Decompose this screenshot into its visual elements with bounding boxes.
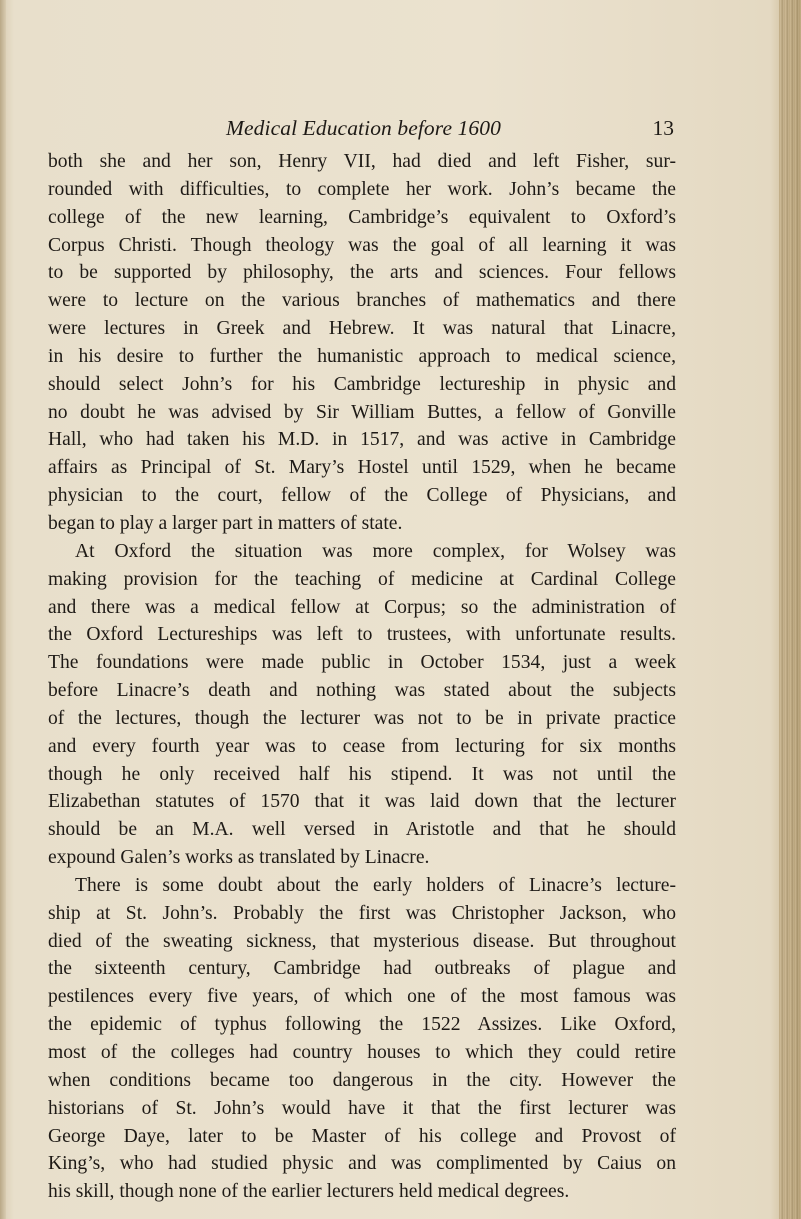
text-line: King’s, who had studied physic and was complimented by Caius on bbox=[48, 1153, 676, 1175]
paragraph-end-line: began to play a larger part in matters of state. bbox=[48, 512, 403, 534]
text-line: and every fourth year was to cease from lecturing for six months bbox=[48, 735, 676, 757]
text-line: though he only received half his stipend. It was not until the bbox=[48, 763, 676, 785]
text-line: George Daye, later to be Master of his college and Provost of bbox=[48, 1125, 676, 1147]
text-line: historians of St. John’s would have it that the first lecturer was bbox=[48, 1097, 676, 1119]
text-line: were lectures in Greek and Hebrew. It was natural that Linacre, bbox=[48, 318, 676, 340]
paragraph-start-line: There is some doubt about the early holders of Linacre’s lecture- bbox=[75, 874, 676, 896]
text-line: were to lecture on the various branches of mathematics and there bbox=[48, 290, 676, 312]
text-line: and there was a medical fellow at Corpus; so the administration of bbox=[48, 596, 676, 618]
running-header bbox=[226, 116, 674, 148]
text-line: no doubt he was advised by Sir William Buttes, a fellow of Gonville bbox=[48, 401, 676, 423]
text-line: rounded with difficulties, to complete her work. John’s became the bbox=[48, 178, 676, 200]
page-number: 13 bbox=[652, 116, 674, 140]
paragraph-end-line: expound Galen’s works as translated by Linacre. bbox=[48, 847, 430, 869]
text-line: ship at St. John’s. Probably the first was Christopher Jackson, who bbox=[48, 902, 676, 924]
text-line: Hall, who had taken his M.D. in 1517, and was active in Cambridge bbox=[48, 429, 676, 451]
text-line: of the lectures, though the lecturer was not to be in private practice bbox=[48, 707, 676, 729]
text-line: The foundations were made public in October 1534, just a week bbox=[48, 652, 676, 674]
text-line: to be supported by philosophy, the arts and sciences. Four fellows bbox=[48, 262, 676, 284]
paragraph-start-line: At Oxford the situation was more complex, for Wolsey was bbox=[75, 540, 676, 562]
text-line: the sixteenth century, Cambridge had outbreaks of plague and bbox=[48, 958, 676, 980]
text-line: should select John’s for his Cambridge lectureship in physic and bbox=[48, 373, 676, 395]
text-line: when conditions became too dangerous in the city. However the bbox=[48, 1069, 676, 1091]
text-line: died of the sweating sickness, that mysterious disease. But throughout bbox=[48, 930, 676, 952]
running-title: Medical Education before 1600 bbox=[226, 116, 501, 140]
text-line: in his desire to further the humanistic approach to medical science, bbox=[48, 345, 676, 367]
text-line: affairs as Principal of St. Mary’s Hostel until 1529, when he became bbox=[48, 457, 676, 479]
text-line: Elizabethan statutes of 1570 that it was laid down that the lecturer bbox=[48, 791, 676, 813]
text-line: before Linacre’s death and nothing was stated about the subjects bbox=[48, 680, 676, 702]
text-line: making provision for the teaching of medicine at Cardinal College bbox=[48, 568, 676, 590]
page-fore-edge bbox=[779, 0, 801, 1219]
paragraph-end-line: his skill, though none of the earlier lecturers held medical degrees. bbox=[48, 1181, 570, 1203]
page-gutter-edge bbox=[0, 0, 6, 1219]
body-text bbox=[48, 148, 676, 1206]
text-line: Corpus Christi. Though theology was the goal of all learning it was bbox=[48, 234, 676, 256]
text-line: physician to the court, fellow of the College of Physicians, and bbox=[48, 485, 676, 507]
text-line: both she and her son, Henry VII, had died and left Fisher, sur- bbox=[48, 151, 676, 172]
text-line: pestilences every five years, of which one of the most famous was bbox=[48, 986, 676, 1008]
text-line: should be an M.A. well versed in Aristotle and that he should bbox=[48, 819, 676, 841]
text-line: college of the new learning, Cambridge’s equivalent to Oxford’s bbox=[48, 206, 676, 228]
text-line: the epidemic of typhus following the 1522 Assizes. Like Oxford, bbox=[48, 1014, 676, 1036]
text-line: most of the colleges had country houses to which they could retire bbox=[48, 1042, 676, 1063]
text-line: the Oxford Lectureships was left to trustees, with unfortunate results. bbox=[48, 624, 676, 646]
